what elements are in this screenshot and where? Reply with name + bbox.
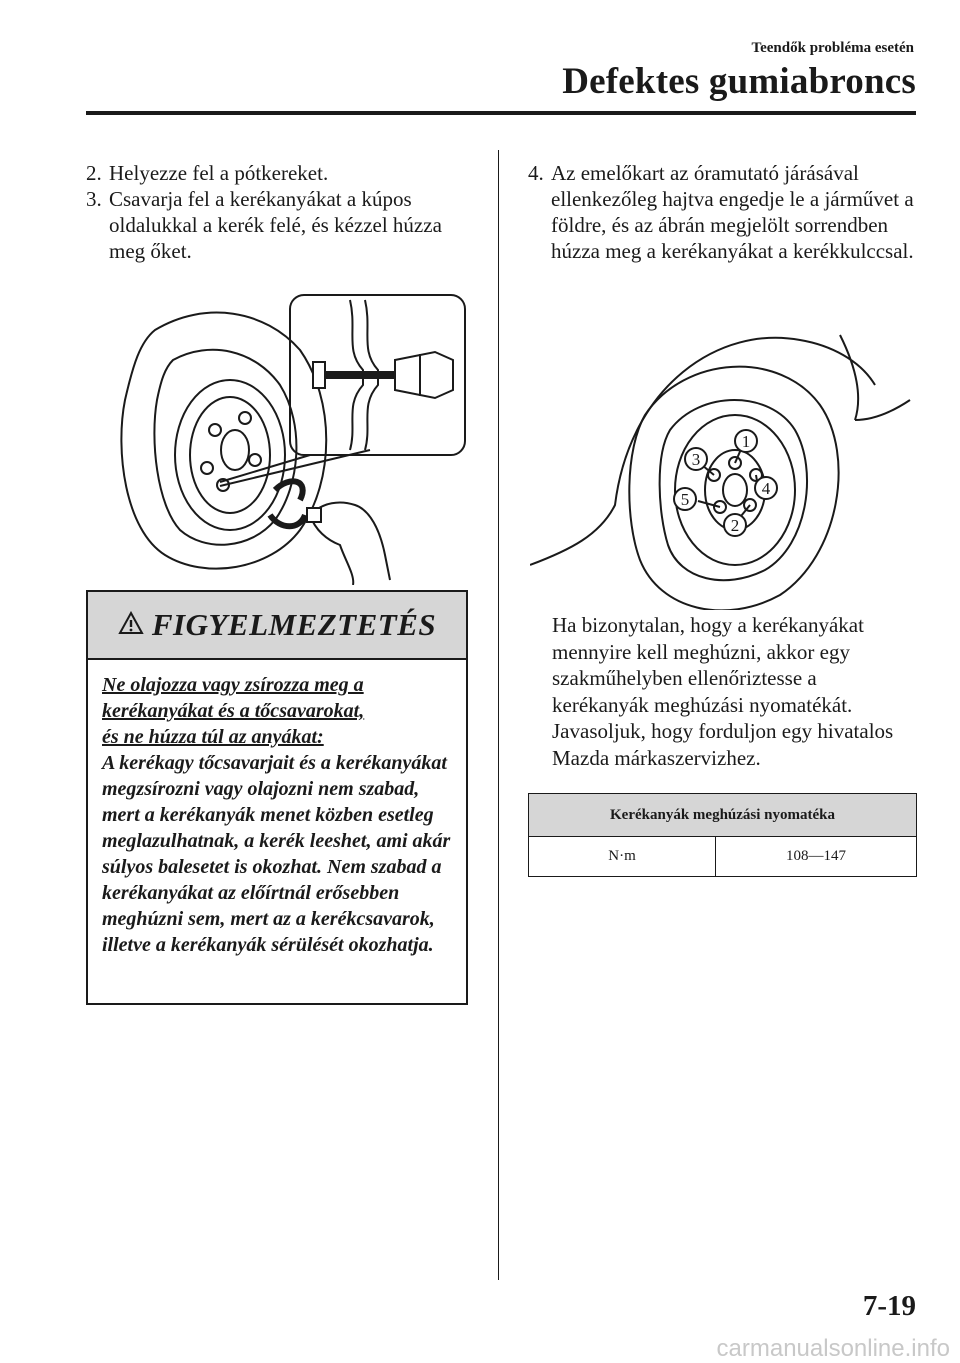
sequence-label: 2 (730, 516, 740, 535)
step-2 (86, 160, 482, 186)
sequence-label: 3 (691, 450, 701, 469)
warning-box (86, 590, 468, 1005)
sequence-label: 1 (741, 432, 751, 451)
step-text: Helyezze fel a pótkereket. (109, 161, 329, 185)
watermark: carmanualsonline.info (716, 1335, 950, 1362)
header-rule (86, 111, 916, 115)
step-number: 3. (86, 187, 102, 211)
section-title: Defektes gumiabroncs (562, 61, 916, 102)
step-4 (528, 160, 918, 264)
warning-triangle-icon (118, 611, 144, 640)
step-text: Csavarja fel a kerékanyákat a kúpos oldalukkal a kerék felé, és kézzel húzza meg őket. (109, 187, 442, 263)
warning-body: A kerékagy tőcsavarjait és a kerékanyákat megzsírozni vagy olajozni nem szabad, mert a kerékanyák menet közben esetleg meglazulhatnak, a kerék leeshet, ami akár súlyos balesetet is okozhat. Nem szabad a kerékanyákat az előírtnál erősebben meghúzni sem, mert az a kerékcsavarok, illetve a kerékanyák sérülését okozhatja. (102, 752, 451, 956)
page-number: 7-19 (862, 1290, 916, 1322)
table-row (529, 837, 917, 877)
step-text: Az emelőkart az óramutató járásával ellenkezőleg hajtva engedje le a járművet a földre, és az ábrán megjelölt sorrendben húzza meg a kerékanyákat a kerékkulccsal. (551, 161, 914, 263)
tightening-sequence-illustration (530, 325, 920, 610)
column-divider (498, 150, 499, 1280)
warning-text (88, 660, 466, 958)
warning-heading-line: kerékanyákat és a tőcsavarokat, (102, 700, 365, 722)
section-label: Teendők probléma esetén (751, 40, 914, 56)
step-number: 2. (86, 161, 102, 185)
lug-nut-mounting-illustration (95, 290, 475, 585)
torque-table (528, 793, 917, 877)
warning-heading-line: Ne olajozza vagy zsírozza meg a (102, 674, 364, 696)
step-number: 4. (528, 161, 544, 185)
warning-title: FIGYELMEZTETÉS (151, 607, 437, 642)
warning-header (88, 592, 466, 660)
step-3 (86, 186, 482, 264)
sequence-label: 4 (761, 479, 771, 498)
torque-value: 108—147 (716, 837, 917, 877)
torque-unit: N·m (529, 837, 716, 877)
torque-table-header: Kerékanyák meghúzási nyomatéka (529, 794, 917, 837)
sequence-label: 5 (680, 490, 690, 509)
torque-advice-paragraph: Ha bizonytalan, hogy a kerékanyákat mennyire kell meghúzni, akkor egy szakműhelyben ellenőriztesse a kerékanyák meghúzási nyomatékát. Javasoljuk, hogy forduljon egy hivatalos Mazda márkaszervizhez. (552, 613, 894, 770)
warning-heading-line: és ne húzza túl az anyákat: (102, 726, 324, 748)
